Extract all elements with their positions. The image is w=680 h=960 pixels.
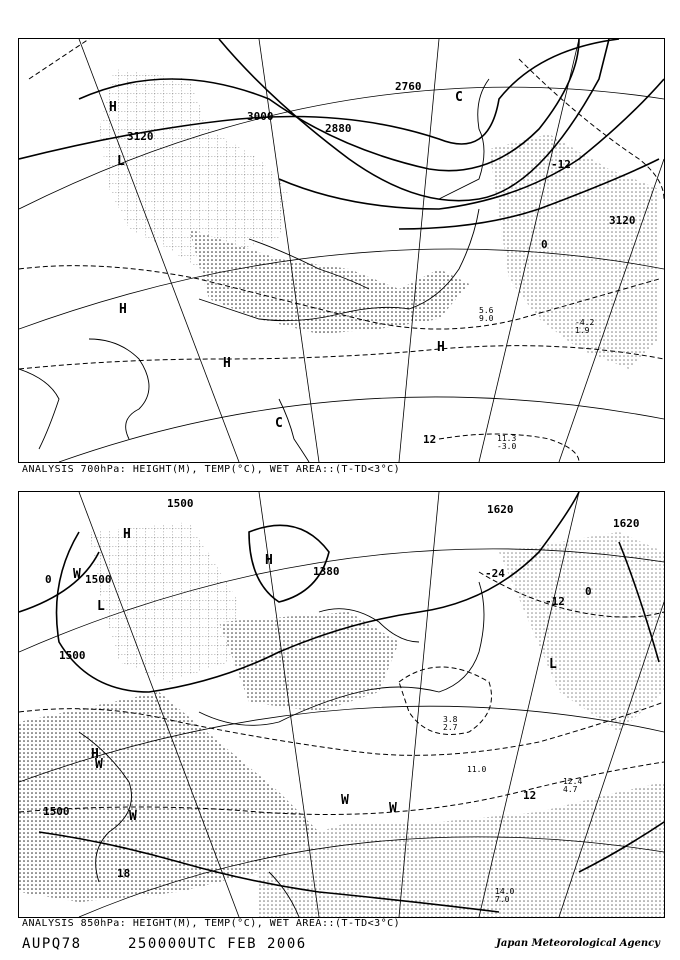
contour-label: 3120 xyxy=(127,130,154,143)
contour-label: 1500 xyxy=(167,497,194,510)
warm-marker: W xyxy=(129,809,137,824)
temp-label: 18 xyxy=(117,867,131,880)
low-pressure-marker: L xyxy=(117,154,125,169)
cold-marker: C xyxy=(275,416,283,431)
temp-label: 0 xyxy=(541,238,548,251)
low-pressure-marker: L xyxy=(97,599,105,614)
lower-panel-caption: ANALYSIS 850hPa: HEIGHT(M), TEMP(°C), WET AREA::(T-TD<3°C) xyxy=(22,918,401,929)
high-pressure-marker: H xyxy=(91,747,99,762)
contour-label: 1620 xyxy=(487,503,514,516)
station-value: 1.9 xyxy=(575,326,590,335)
contour-label: 3000 xyxy=(247,110,274,123)
agency-name: Japan Meteorological Agency xyxy=(496,938,660,949)
warm-marker: W xyxy=(389,801,397,816)
station-value: 7.0 xyxy=(495,895,510,904)
temp-label: 12 xyxy=(523,789,537,802)
warm-marker: W xyxy=(73,567,81,582)
contour-label: 3120 xyxy=(609,214,636,227)
high-pressure-marker: H xyxy=(109,100,117,115)
upper-map-700hpa xyxy=(18,38,665,463)
temp-label: 0 xyxy=(585,585,592,598)
temp-label: -12 xyxy=(545,595,565,608)
wet-area xyxy=(219,612,399,712)
high-pressure-marker: H xyxy=(223,356,231,371)
high-pressure-marker: H xyxy=(437,340,445,355)
station-value: -4.2 xyxy=(575,318,595,327)
station-value: 12.4 xyxy=(563,777,583,786)
wet-area xyxy=(89,522,239,682)
contour-label: 1380 xyxy=(313,565,340,578)
chart-code: AUPQ78 xyxy=(22,936,82,952)
station-value: 3.8 xyxy=(443,715,458,724)
temp-label: 0 xyxy=(45,573,52,586)
temp-label: 12 xyxy=(423,433,437,446)
wet-area xyxy=(499,532,664,732)
station-value: 5.6 xyxy=(479,306,494,315)
high-pressure-marker: H xyxy=(123,527,131,542)
station-value: 9.0 xyxy=(479,314,494,323)
cold-marker: C xyxy=(455,90,463,105)
contour-label: 1500 xyxy=(43,805,70,818)
station-value: 11.3 xyxy=(497,434,517,443)
warm-marker: W xyxy=(341,793,349,808)
contour-label: 1500 xyxy=(59,649,86,662)
contour-label: 2880 xyxy=(325,122,352,135)
low-pressure-marker: L xyxy=(549,657,557,672)
station-value: 11.0 xyxy=(467,765,487,774)
wet-area xyxy=(489,134,659,369)
temp-label: -24 xyxy=(485,567,505,580)
valid-time: 250000UTC FEB 2006 xyxy=(128,936,307,952)
warm-marker: W xyxy=(95,757,103,772)
upper-panel-caption: ANALYSIS 700hPa: HEIGHT(M), TEMP(°C), WET AREA::(T-TD<3°C) xyxy=(22,464,401,475)
station-value: 14.0 xyxy=(495,887,515,896)
contour-label: 1620 xyxy=(613,517,640,530)
wet-area xyxy=(259,782,664,917)
temp-label: -12 xyxy=(551,158,571,171)
contour-label: 1500 xyxy=(85,573,112,586)
station-value: 4.7 xyxy=(563,785,578,794)
contour-label: 2760 xyxy=(395,80,422,93)
wet-area xyxy=(189,229,469,334)
high-pressure-marker: H xyxy=(119,302,127,317)
station-value: 2.7 xyxy=(443,723,458,732)
station-value: -3.0 xyxy=(497,442,517,451)
lower-map-graphics xyxy=(19,492,664,917)
lower-map-850hpa xyxy=(18,491,665,918)
high-pressure-marker: H xyxy=(265,553,273,568)
